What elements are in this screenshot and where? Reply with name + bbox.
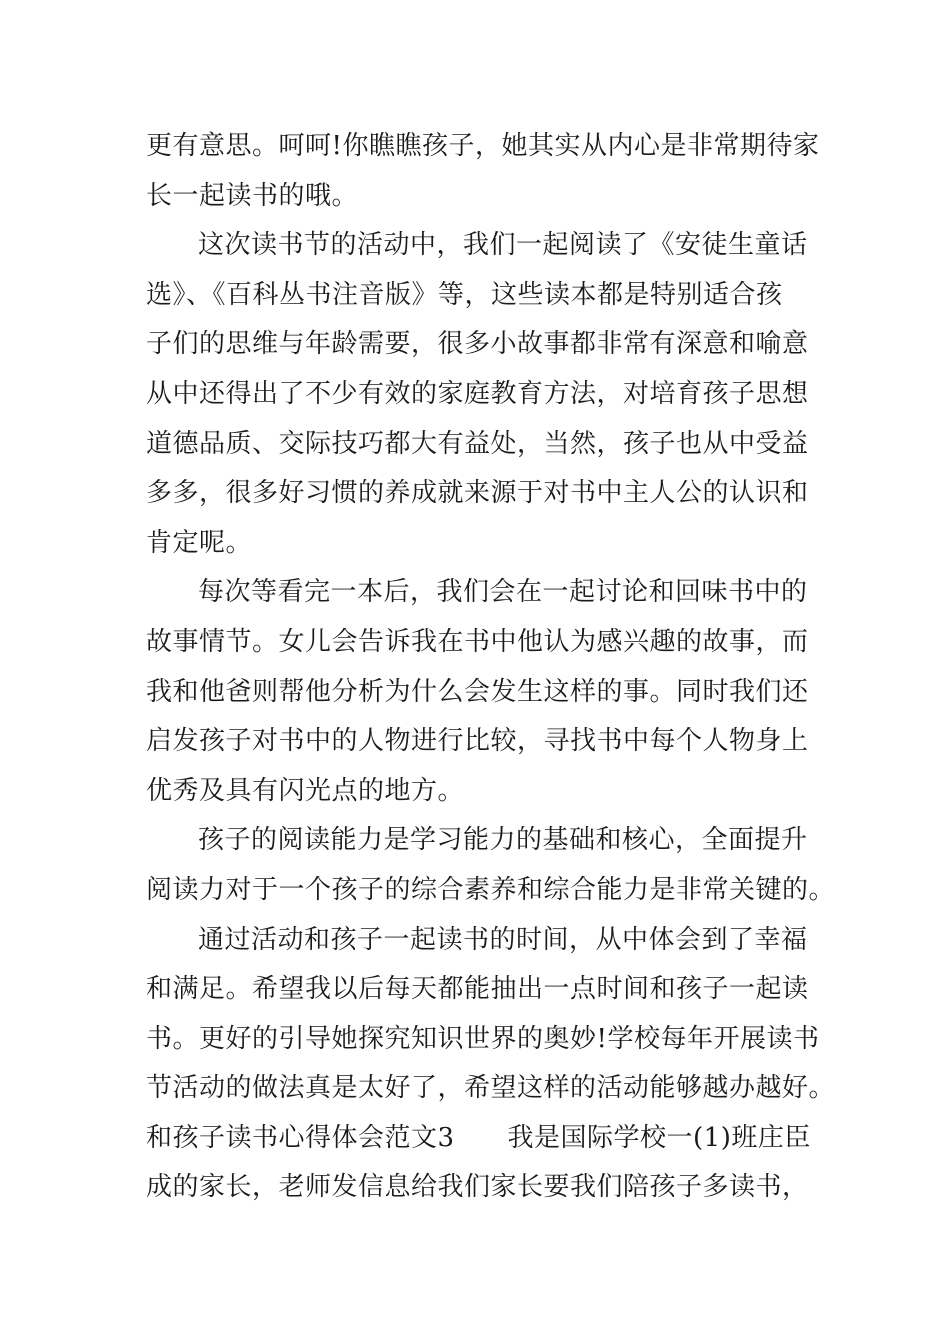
text-line: 故事情节。女儿会告诉我在书中他认为感兴趣的故事，而 bbox=[146, 626, 809, 657]
text-line: 优秀及具有闪光点的地方。 bbox=[146, 775, 465, 806]
text-line: 更有意思。呵呵!你瞧瞧孩子，她其实从内心是非常期待家 bbox=[146, 131, 820, 161]
text-line: 我和他爸则帮他分析为什么会发生这样的事。同时我们还 bbox=[146, 676, 809, 707]
text-line: 孩子的阅读能力是学习能力的基础和核心，全面提升 bbox=[198, 825, 808, 856]
text-line: 通过活动和孩子一起读书的时间，从中体会到了幸福 bbox=[198, 924, 808, 955]
document-body bbox=[146, 122, 836, 1213]
text-line: 长一起读书的哦。 bbox=[146, 180, 359, 211]
text-line: 节活动的做法真是太好了，希望这样的活动能够越办越好。 bbox=[146, 1073, 836, 1104]
text-line: 这次读书节的活动中，我们一起阅读了《安徒生童话 bbox=[198, 230, 808, 261]
text-line: 和满足。希望我以后每天都能抽出一点时间和孩子一起读 bbox=[146, 974, 809, 1005]
text-line: 和孩子读书心得体会范文3 我是国际学校一(1)班庄臣 bbox=[146, 1122, 811, 1153]
text-line: 道德品质、交际技巧都大有益处，当然，孩子也从中受益 bbox=[146, 428, 809, 459]
text-line: 启发孩子对书中的人物进行比较，寻找书中每个人物身上 bbox=[146, 726, 809, 757]
text-line: 阅读力对于一个孩子的综合素养和综合能力是非常关键的。 bbox=[146, 874, 836, 905]
text-line: 每次等看完一本后，我们会在一起讨论和回味书中的 bbox=[198, 577, 808, 608]
text-line: 多多，很多好习惯的养成就来源于对书中主人公的认识和 bbox=[146, 478, 809, 509]
text-line: 子们的思维与年龄需要，很多小故事都非常有深意和喻意 bbox=[146, 329, 809, 360]
text-line: 肯定呢。 bbox=[146, 527, 253, 558]
text-line: 书。更好的引导她探究知识世界的奥妙!学校每年开展读书 bbox=[146, 1023, 820, 1054]
text-line: 成的家长，老师发信息给我们家长要我们陪孩子多读书， bbox=[146, 1172, 809, 1203]
text-line: 选》、《百科丛书注音版》等，这些读本都是特别适合孩 bbox=[146, 279, 783, 310]
text-line: 从中还得出了不少有效的家庭教育方法，对培育孩子思想 bbox=[146, 378, 809, 409]
